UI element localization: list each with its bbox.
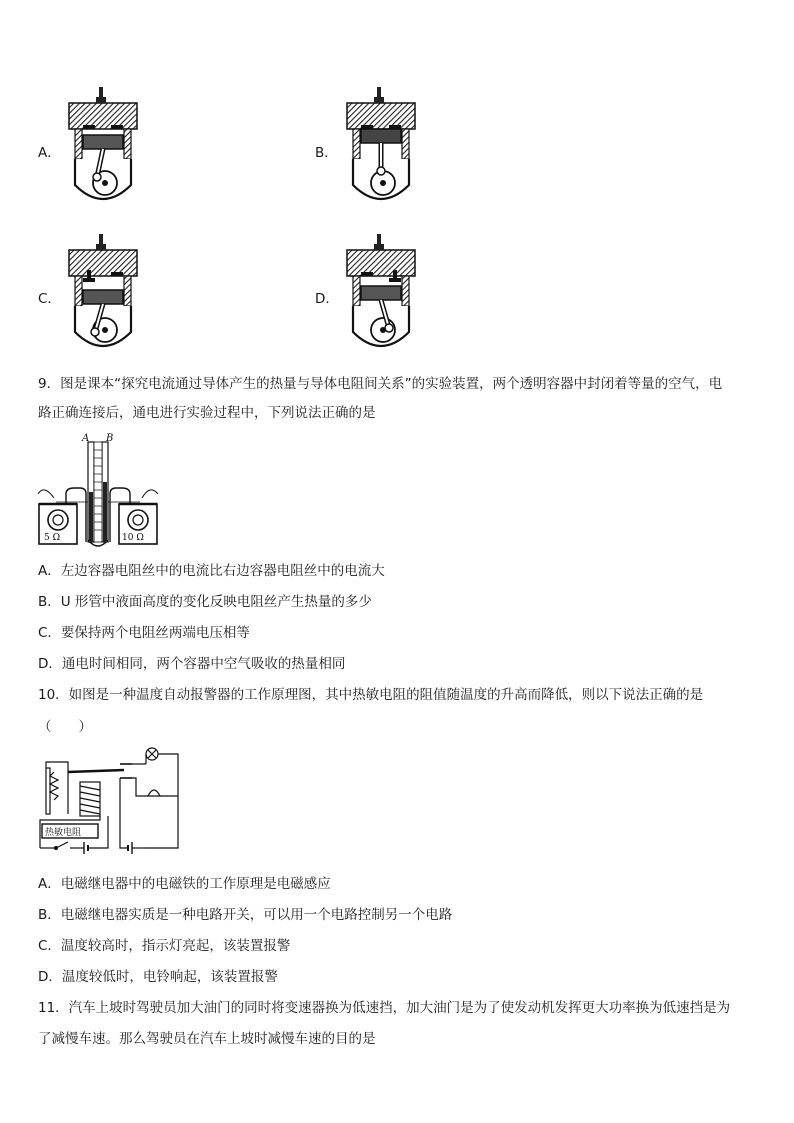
q8-option-d-label: D． [315, 291, 339, 307]
q10-option-c: C．温度较高时，指示灯亮起，该装置报警 [38, 938, 291, 954]
q8-option-a-label: A． [38, 145, 61, 161]
q9-left-resistor-label: 5 Ω [44, 533, 61, 543]
q8-option-c-figure [60, 232, 146, 357]
q9-stem-line1: 9．图是课本“探究电流通过导体产生的热量与导体电阻间关系”的实验装置，两个透明容器中封闭着等量的空气，电 [38, 376, 723, 392]
q9-option-a: A．左边容器电阻丝中的电流比右边容器电阻丝中的电流大 [38, 563, 385, 579]
q8-option-a-figure [60, 85, 146, 210]
q9-option-b: B．U 形管中液面高度的变化反映电阻丝产生热量的多少 [38, 594, 372, 610]
q9-option-c: C．要保持两个电阻丝两端电压相等 [38, 625, 250, 641]
q8-option-b-label: B． [315, 145, 338, 161]
q10-option-d: D．温度较低时，电铃响起，该装置报警 [38, 969, 278, 985]
q11-stem-line2: 了减慢车速。那么驾驶员在汽车上坡时减慢车速的目的是 [38, 1031, 376, 1047]
q9-figure-heating-apparatus [36, 432, 160, 550]
q8-option-c-label: C． [38, 291, 61, 307]
q11-stem-line1: 11．汽车上坡时驾驶员加大油门的同时将变速器换为低速挡，加大油门是为了使发动机发挥更大功率换为低速挡是为 [38, 1000, 731, 1016]
q9-option-d: D．通电时间相同，两个容器中空气吸收的热量相同 [38, 656, 346, 672]
q10-option-b: B．电磁继电器实质是一种电路开关，可以用一个电路控制另一个电路 [38, 907, 453, 923]
q9-stem-line2: 路正确连接后，通电进行实验过程中，下列说法正确的是 [38, 405, 376, 421]
q10-option-a: A．电磁继电器中的电磁铁的工作原理是电磁感应 [38, 876, 331, 892]
q8-option-d-figure [338, 232, 424, 357]
q10-stem-line2: （ ） [38, 719, 92, 735]
q9-label-a: A [82, 433, 90, 444]
q10-figure-alarm-circuit [36, 744, 184, 860]
q9-label-b: B [106, 433, 114, 444]
q9-right-resistor-label: 10 Ω [122, 533, 144, 543]
q10-thermistor-label: 热敏电阻 [45, 828, 82, 838]
q10-stem-line1: 10．如图是一种温度自动报警器的工作原理图，其中热敏电阻的阻值随温度的升高而降低，则以下说法正确的是 [38, 687, 704, 703]
q8-option-b-figure [338, 85, 424, 210]
